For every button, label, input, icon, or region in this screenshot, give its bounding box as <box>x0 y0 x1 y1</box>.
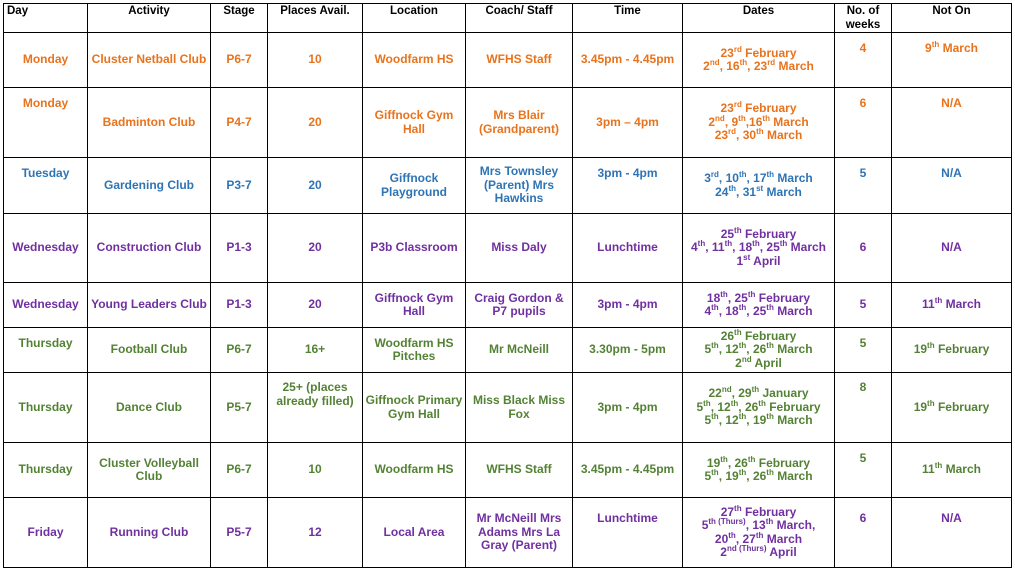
text-segment: March <box>773 413 813 428</box>
text-line <box>894 512 1009 526</box>
cell-stage: P6-7 <box>211 33 268 88</box>
ordinal-suffix: th <box>730 398 739 408</box>
cell-places: 10 <box>268 33 363 88</box>
text-segment: , 18 <box>732 240 753 255</box>
cell-coach: Mrs Blair (Grandparent) <box>466 88 573 158</box>
ordinal-suffix: nd <box>721 385 732 395</box>
text-segment: March <box>774 171 813 185</box>
date-number: 23 <box>720 101 734 116</box>
ordinal-suffix: th <box>738 303 747 312</box>
header-time: Time <box>573 4 683 33</box>
text-segment: , 19 <box>746 413 767 428</box>
club-row <box>4 373 1012 443</box>
text-segment: March <box>763 128 803 143</box>
text-line <box>894 343 1009 357</box>
text-segment: , 26 <box>727 455 748 470</box>
club-row <box>4 158 1012 214</box>
ordinal-suffix: th <box>738 170 747 179</box>
text-line <box>685 343 832 357</box>
cell-dates <box>683 328 835 373</box>
cell-location: Woodfarm HS <box>363 443 466 498</box>
text-line <box>685 241 832 255</box>
text-segment: March <box>775 59 814 73</box>
cell-day: Thursday <box>4 328 88 373</box>
date-number: 19 <box>913 342 928 357</box>
ordinal-suffix: th <box>766 170 775 179</box>
ordinal-suffix: nd <box>741 354 752 364</box>
text-segment: , 26 <box>746 469 767 483</box>
ordinal-suffix: th <box>934 461 943 471</box>
text-segment: , 30 <box>736 128 757 143</box>
text-segment: March <box>773 304 813 318</box>
cell-places: 20 <box>268 214 363 283</box>
date-number: 23 <box>714 128 729 143</box>
header-coach: Coach/ Staff <box>466 4 573 33</box>
date-number: 4 <box>690 240 698 255</box>
text-line <box>685 354 832 371</box>
text-segment: , 16 <box>719 59 740 73</box>
text-line <box>894 241 1009 255</box>
ordinal-suffix: th <box>738 341 747 351</box>
date-number: 9 <box>925 41 932 55</box>
cell-location: Local Area <box>363 498 466 568</box>
text-segment: February <box>741 504 797 519</box>
cell-dates <box>683 33 835 88</box>
cell-coach: Miss Daly <box>466 214 573 283</box>
cell-activity: Dance Club <box>88 373 211 443</box>
text-line <box>894 398 1009 415</box>
ordinal-suffix: th <box>752 239 760 249</box>
cell-day: Thursday <box>4 443 88 498</box>
ordinal-suffix: nd (Thurs) <box>726 544 767 553</box>
cell-day: Wednesday <box>4 214 88 283</box>
cell-stage: P1-3 <box>211 283 268 328</box>
ordinal-suffix: th <box>738 412 747 422</box>
ordinal-suffix: th <box>738 468 747 477</box>
ordinal-suffix: th <box>720 454 728 464</box>
date-number: 20 <box>714 531 729 546</box>
text-segment: , 31 <box>736 184 757 199</box>
text-segment: , 25 <box>759 240 780 255</box>
cell-not-on <box>892 88 1012 158</box>
ordinal-suffix: th <box>728 530 736 540</box>
ordinal-suffix: th <box>734 503 742 513</box>
text-segment: N/A <box>941 240 962 255</box>
ordinal-suffix: th <box>751 385 760 395</box>
date-number: 2 <box>720 545 727 559</box>
cell-time: 3.30pm - 5pm <box>573 328 683 373</box>
text-segment: , 11 <box>705 240 725 255</box>
text-segment: , 13 <box>745 518 766 532</box>
date-number: 25 <box>720 226 735 241</box>
header-places: Places Avail. <box>268 4 363 33</box>
date-number: 2 <box>735 355 742 370</box>
ordinal-suffix: th <box>779 239 788 249</box>
text-segment: , 17 <box>746 171 767 185</box>
cell-places: 16+ <box>268 328 363 373</box>
text-segment: N/A <box>941 96 962 110</box>
club-row <box>4 283 1012 328</box>
cell-stage: P1-3 <box>211 214 268 283</box>
ordinal-suffix: th <box>734 225 742 235</box>
ordinal-suffix: th <box>697 239 706 249</box>
ordinal-suffix: th <box>927 341 935 351</box>
ordinal-suffix: th <box>931 40 940 49</box>
cell-weeks: 6 <box>835 214 892 283</box>
text-line <box>894 298 1009 312</box>
text-segment: February <box>741 101 797 116</box>
cell-day: Monday <box>4 33 88 88</box>
header-dates: Dates <box>683 4 835 33</box>
cell-weeks: 5 <box>835 158 892 214</box>
header-day: Day <box>4 4 88 33</box>
ordinal-suffix: th <box>765 517 774 526</box>
text-segment: February <box>755 455 811 470</box>
text-line <box>685 102 832 116</box>
cell-weeks: 5 <box>835 443 892 498</box>
cell-location: Giffnock Gym Hall <box>363 88 466 158</box>
cell-coach: Mr McNeill <box>466 328 573 373</box>
text-segment: March <box>773 469 813 483</box>
cell-dates <box>683 283 835 328</box>
date-number: 22 <box>708 386 722 401</box>
cell-coach: WFHS Staff <box>466 33 573 88</box>
cell-weeks: 8 <box>835 373 892 443</box>
date-number: 24 <box>715 184 729 199</box>
cell-not-on <box>892 33 1012 88</box>
text-segment: February <box>741 226 797 241</box>
ordinal-suffix: th <box>934 296 943 306</box>
ordinal-suffix: th <box>720 289 728 299</box>
club-row <box>4 498 1012 568</box>
ordinal-suffix: th <box>747 289 756 299</box>
date-number: 27 <box>720 504 735 519</box>
header-row <box>4 4 1012 33</box>
ordinal-suffix: th <box>766 468 774 477</box>
cell-activity: Football Club <box>88 328 211 373</box>
text-segment: , 26 <box>746 342 767 357</box>
text-segment: March <box>942 462 981 477</box>
cell-time: 3pm - 4pm <box>573 158 683 214</box>
text-segment: , 19 <box>718 469 739 483</box>
date-number: 18 <box>706 290 721 305</box>
ordinal-suffix: th <box>711 468 719 477</box>
ordinal-suffix: rd <box>767 58 776 67</box>
cell-not-on <box>892 373 1012 443</box>
cell-day: Thursday <box>4 373 88 443</box>
text-line <box>894 463 1009 477</box>
ordinal-suffix: th <box>728 183 737 193</box>
cell-stage: P6-7 <box>211 443 268 498</box>
cell-stage: P6-7 <box>211 328 268 373</box>
club-row <box>4 33 1012 88</box>
text-segment: March <box>763 531 803 546</box>
ordinal-suffix: th <box>766 341 774 351</box>
cell-dates <box>683 88 835 158</box>
date-number: 4 <box>704 304 712 318</box>
text-line <box>685 454 832 471</box>
club-row <box>4 88 1012 158</box>
ordinal-suffix: nd <box>715 113 725 123</box>
cell-weeks: 4 <box>835 33 892 88</box>
text-segment: January <box>759 386 809 401</box>
cell-location: Giffnock Primary Gym Hall <box>363 373 466 443</box>
cell-places: 10 <box>268 443 363 498</box>
cell-dates <box>683 373 835 443</box>
ordinal-suffix: th (Thurs) <box>708 517 746 526</box>
text-segment: , 9 <box>724 114 739 129</box>
ordinal-suffix: th <box>756 127 764 137</box>
header-stage: Stage <box>211 4 268 33</box>
cell-day: Tuesday <box>4 158 88 214</box>
text-segment: , 26 <box>738 399 759 414</box>
cell-stage: P4-7 <box>211 88 268 158</box>
date-number: 5 <box>704 342 712 357</box>
cell-not-on <box>892 214 1012 283</box>
cell-stage: P5-7 <box>211 498 268 568</box>
club-row <box>4 328 1012 373</box>
text-segment: April <box>751 355 782 370</box>
text-line <box>685 414 832 428</box>
text-segment: ,16 <box>745 114 763 129</box>
text-line <box>685 289 832 306</box>
text-segment: March <box>763 184 802 199</box>
cell-places: 12 <box>268 498 363 568</box>
text-line <box>685 183 832 200</box>
cell-day: Friday <box>4 498 88 568</box>
cell-activity: Cluster Volleyball Club <box>88 443 211 498</box>
text-segment: N/A <box>941 511 962 525</box>
ordinal-suffix: st <box>756 183 764 193</box>
text-line <box>685 305 832 319</box>
cell-day: Monday <box>4 88 88 158</box>
ordinal-suffix: th <box>766 303 774 312</box>
text-segment: March <box>773 342 813 357</box>
date-number: 5 <box>696 399 704 414</box>
cell-activity: Badminton Club <box>88 88 211 158</box>
cell-not-on <box>892 443 1012 498</box>
text-segment: , 29 <box>731 386 752 401</box>
cell-weeks: 6 <box>835 88 892 158</box>
text-segment: , 12 <box>710 399 731 414</box>
text-segment: , 12 <box>718 342 739 357</box>
header-weeks: No. of weeks <box>835 4 892 33</box>
date-number: 5 <box>704 469 712 483</box>
cell-coach: Craig Gordon & P7 pupils <box>466 283 573 328</box>
date-number: 19 <box>913 399 928 414</box>
text-line <box>685 44 832 61</box>
ordinal-suffix: th <box>734 327 742 337</box>
text-segment: February <box>765 399 821 414</box>
header-activity: Activity <box>88 4 211 33</box>
ordinal-suffix: th <box>711 412 719 422</box>
ordinal-suffix: th <box>703 398 711 408</box>
date-number: 3 <box>704 171 711 185</box>
cell-places: 20 <box>268 88 363 158</box>
cell-location: Woodfarm HS Pitches <box>363 328 466 373</box>
text-segment: March <box>942 297 981 312</box>
cell-activity: Running Club <box>88 498 211 568</box>
cell-coach: Mrs Townsley (Parent) Mrs Hawkins <box>466 158 573 214</box>
ordinal-suffix: th <box>766 412 774 422</box>
ordinal-suffix: rd <box>733 100 742 110</box>
cell-location: Giffnock Playground <box>363 158 466 214</box>
text-segment: , 18 <box>718 304 739 318</box>
text-segment: February <box>741 328 797 343</box>
ordinal-suffix: th <box>758 398 766 408</box>
clubs-schedule-table <box>3 3 1012 568</box>
cell-activity: Cluster Netball Club <box>88 33 211 88</box>
text-segment: , 12 <box>718 413 739 428</box>
text-segment: , 27 <box>735 531 756 546</box>
cell-stage: P3-7 <box>211 158 268 214</box>
text-segment: February <box>934 342 990 357</box>
cell-places: 20 <box>268 283 363 328</box>
cell-time: Lunchtime <box>573 214 683 283</box>
date-number: 5 <box>701 518 709 532</box>
text-line <box>685 60 832 74</box>
ordinal-suffix: th <box>927 398 935 408</box>
text-line <box>685 252 832 269</box>
text-segment: March <box>787 240 826 255</box>
text-segment: N/A <box>941 166 962 180</box>
cell-time: Lunchtime <box>573 498 683 568</box>
date-number: 11 <box>922 462 935 477</box>
cell-time: 3.45pm - 4.45pm <box>573 33 683 88</box>
text-segment: March <box>939 41 978 55</box>
cell-time: 3pm - 4pm <box>573 373 683 443</box>
date-number: 26 <box>720 328 735 343</box>
cell-not-on <box>892 328 1012 373</box>
text-segment: April <box>750 253 781 268</box>
text-segment: February <box>934 399 990 414</box>
ordinal-suffix: rd <box>710 170 719 179</box>
ordinal-suffix: nd <box>709 58 720 67</box>
ordinal-suffix: th <box>738 113 746 123</box>
text-segment: March, <box>773 518 816 532</box>
date-number: 2 <box>708 114 716 129</box>
ordinal-suffix: th <box>755 530 764 540</box>
text-segment: April <box>766 545 797 559</box>
ordinal-suffix: th <box>711 341 719 351</box>
club-row <box>4 443 1012 498</box>
header-not-on: Not On <box>892 4 1012 33</box>
cell-weeks: 5 <box>835 328 892 373</box>
cell-stage: P5-7 <box>211 373 268 443</box>
date-number: 5 <box>704 413 712 428</box>
ordinal-suffix: th <box>747 454 756 464</box>
ordinal-suffix: rd <box>728 127 737 137</box>
cell-not-on <box>892 283 1012 328</box>
cell-coach: WFHS Staff <box>466 443 573 498</box>
date-number: 1 <box>736 253 744 268</box>
text-segment: , 23 <box>747 59 768 73</box>
ordinal-suffix: th <box>762 113 770 123</box>
cell-time: 3pm - 4pm <box>573 283 683 328</box>
cell-day: Wednesday <box>4 283 88 328</box>
text-line <box>894 167 1009 181</box>
cell-dates <box>683 158 835 214</box>
text-segment: February <box>755 290 811 305</box>
schedule-body <box>4 33 1012 568</box>
header-location: Location <box>363 4 466 33</box>
text-line <box>894 97 1009 111</box>
cell-activity: Construction Club <box>88 214 211 283</box>
text-segment: , 25 <box>746 304 767 318</box>
cell-activity: Young Leaders Club <box>88 283 211 328</box>
ordinal-suffix: th <box>739 58 748 67</box>
cell-coach: Miss Black Miss Fox <box>466 373 573 443</box>
cell-weeks: 6 <box>835 498 892 568</box>
text-segment: March <box>769 114 809 129</box>
text-segment: , 25 <box>727 290 748 305</box>
cell-dates <box>683 498 835 568</box>
cell-places: 25+ (places already filled) <box>268 373 363 443</box>
ordinal-suffix: th <box>711 303 719 312</box>
cell-time: 3pm – 4pm <box>573 88 683 158</box>
date-number: 11 <box>922 297 935 312</box>
cell-not-on <box>892 158 1012 214</box>
date-number: 2 <box>703 59 710 73</box>
text-line <box>894 42 1009 56</box>
date-number: 23 <box>720 45 734 60</box>
text-line <box>685 129 832 143</box>
cell-not-on <box>892 498 1012 568</box>
cell-dates <box>683 214 835 283</box>
text-segment: , 10 <box>718 171 739 185</box>
date-number: 19 <box>706 455 721 470</box>
cell-places: 20 <box>268 158 363 214</box>
cell-location: P3b Classroom <box>363 214 466 283</box>
cell-weeks: 5 <box>835 283 892 328</box>
ordinal-suffix: th <box>724 239 733 249</box>
cell-location: Woodfarm HS <box>363 33 466 88</box>
cell-activity: Gardening Club <box>88 158 211 214</box>
ordinal-suffix: st <box>743 252 751 262</box>
cell-location: Giffnock Gym Hall <box>363 283 466 328</box>
cell-coach: Mr McNeill Mrs Adams Mrs La Gray (Parent) <box>466 498 573 568</box>
text-line <box>685 470 832 484</box>
cell-time: 3.45pm - 4.45pm <box>573 443 683 498</box>
club-row <box>4 214 1012 283</box>
cell-dates <box>683 443 835 498</box>
text-line <box>685 546 832 560</box>
ordinal-suffix: rd <box>733 44 742 54</box>
text-segment: February <box>741 45 797 60</box>
